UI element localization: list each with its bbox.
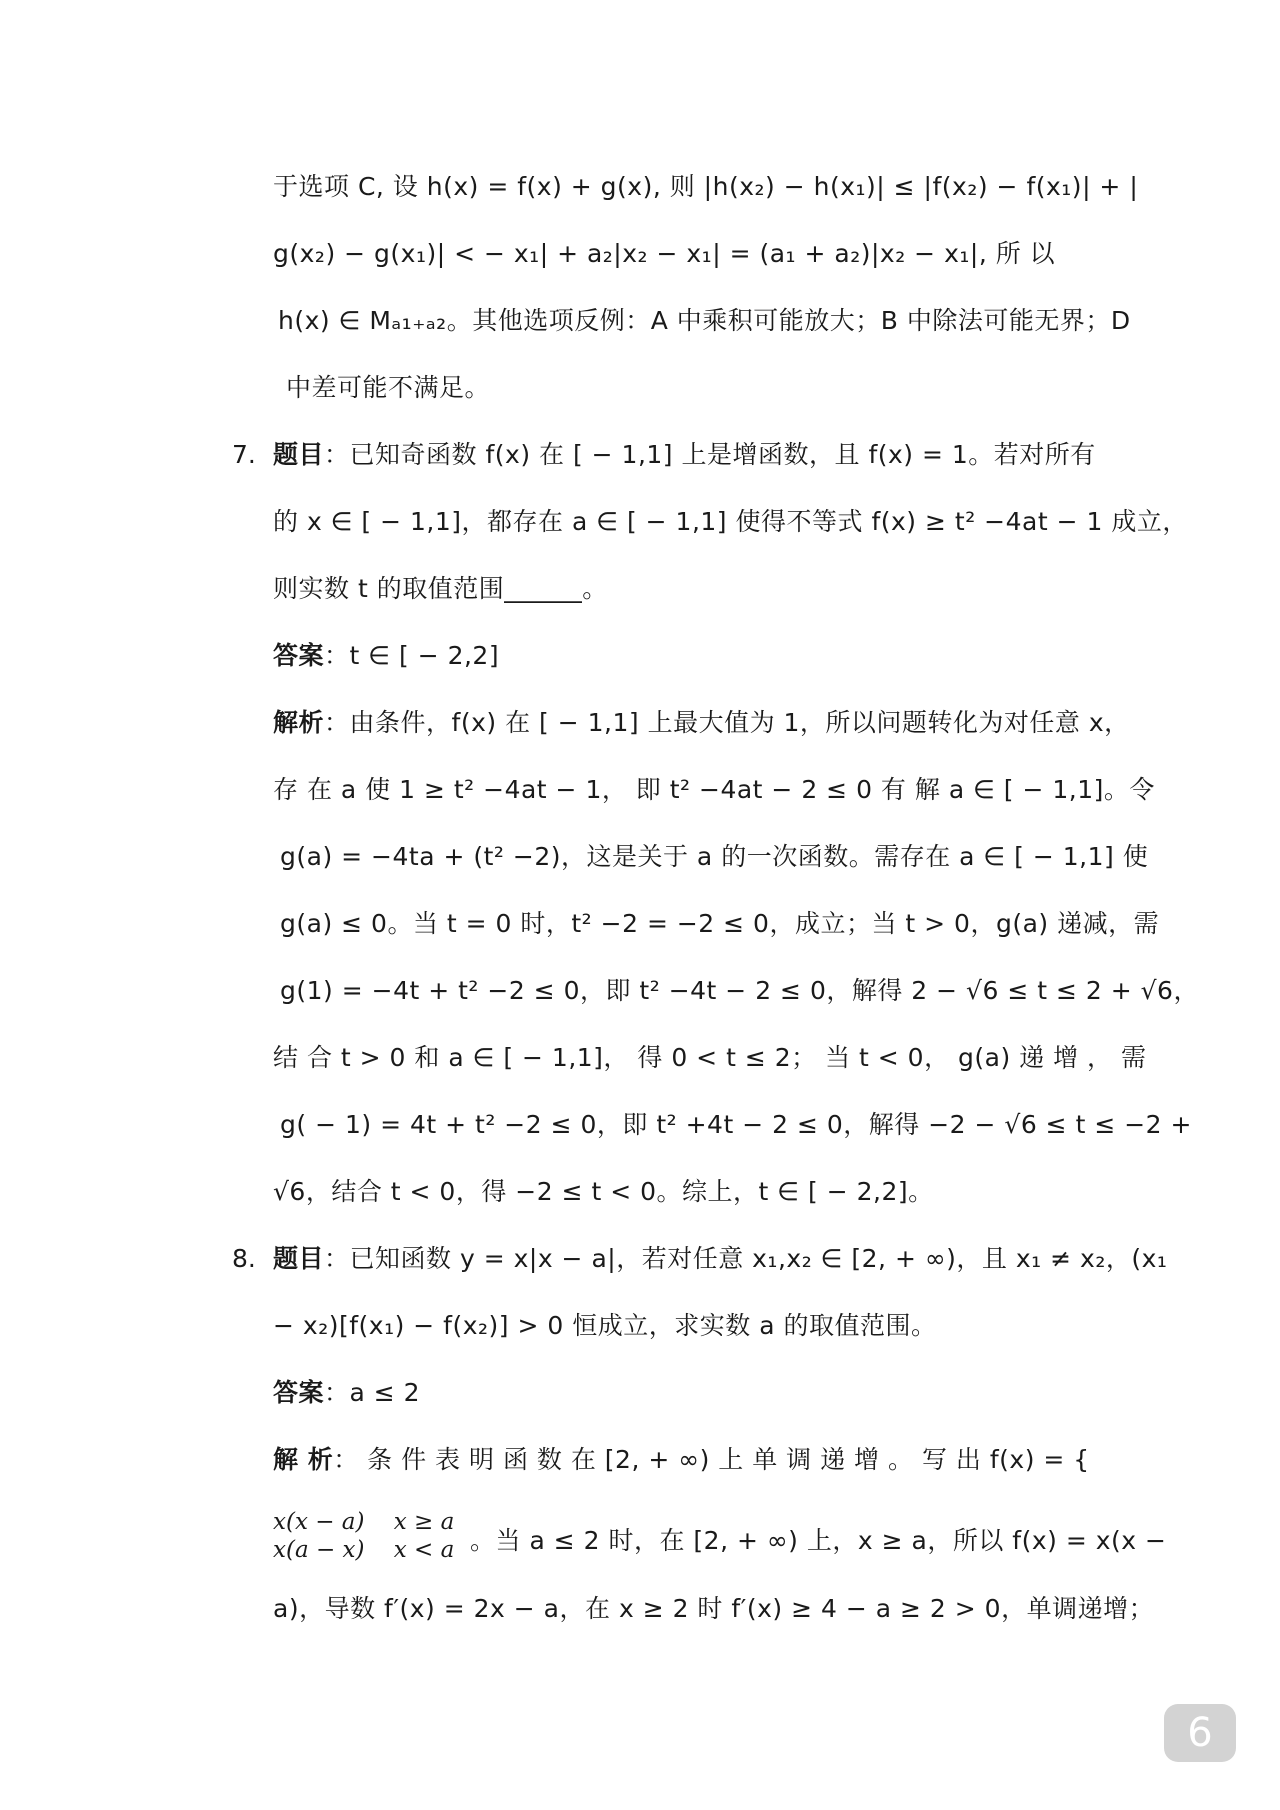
question-7-analysis [273,706,1130,740]
answer-label: 答案 [273,1378,325,1407]
text-line: 。当 a ≤ 2 时，在 [2, + ∞) 上，x ≥ a，所以 f(x) = x(x − [470,1526,1167,1555]
case-line: x(a − x) x < a [273,1537,455,1563]
question-8-answer [273,1376,1100,1410]
question-8-text: ：已知函数 y = x|x − a|，若对任意 x₁,x₂ ∈ [2, + ∞)，且 x₁ ≠ x₂，(x₁ [324,1244,1168,1273]
question-8-title [273,1242,1168,1276]
analysis-label: 解 析 [273,1445,334,1474]
text-line: − x₂)[f(x₁) − f(x₂)] > 0 恒成立，求实数 a 的取值范围。 [273,1311,937,1340]
text-line: 中差可能不满足。 [286,373,491,402]
analysis-label: 解析 [273,708,325,737]
answer-text: ：a ≤ 2 [324,1378,421,1407]
piecewise-cases [273,1508,454,1564]
case-line: x(x − a) x ≥ a [273,1509,455,1535]
answer-text: ：t ∈ [ − 2,2] [324,641,500,670]
question-7-text: ：已知奇函数 f(x) 在 [ − 1,1] 上是增函数，且 f(x) = 1。若对所有 [324,440,1096,469]
question-8-analysis [273,1443,1100,1477]
text-line: g(a) = −4ta + (t² −2)，这是关于 a 的一次函数。需存在 a ∈ [ − 1,1] 使 [280,842,1149,871]
text-line: 于选项 C, 设 h(x) = f(x) + g(x), 则 |h(x₂) − h(x₁)| ≤ |f(x₂) − f(x₁)| + | [273,172,1139,201]
title-label: 题目 [273,1244,325,1273]
question-8-number: 8. [232,1244,256,1273]
answer-label: 答案 [273,641,325,670]
text-line: g( − 1) = 4t + t² −2 ≤ 0，即 t² +4t − 2 ≤ 0，解得 −2 − √6 ≤ t ≤ −2 + [280,1110,1192,1139]
title-label: 题目 [273,440,325,469]
text-line: h(x) ∈ Mₐ₁₊ₐ₂。其他选项反例：A 中乘积可能放大；B 中除法可能无界；D [278,306,1131,335]
question-7-number: 7. [232,440,256,469]
text-line: g(x₂) − g(x₁)| < − x₁| + a₂|x₂ − x₁| = (a₁ + a₂)|x₂ − x₁|, 所 以 [273,239,1056,268]
text-line: g(a) ≤ 0。当 t = 0 时，t² −2 = −2 ≤ 0，成立；当 t > 0，g(a) 递减，需 [280,909,1160,938]
text-line: 结 合 t > 0 和 a ∈ [ − 1,1]， 得 0 < t ≤ 2； 当 t < 0， g(a) 递 增 ， 需 [273,1043,1147,1072]
text-line: a)，导数 f′(x) = 2x − a，在 x ≥ 2 时 f′(x) ≥ 4 − a ≥ 2 > 0，单调递增； [273,1594,1155,1623]
text-line: 存 在 a 使 1 ≥ t² −4at − 1， 即 t² −4at − 2 ≤ 0 有 解 a ∈ [ − 1,1]。令 [273,775,1155,804]
text-line: g(1) = −4t + t² −2 ≤ 0，即 t² −4t − 2 ≤ 0，解得 2 − √6 ≤ t ≤ 2 + √6， [280,976,1199,1005]
text-line: √6，结合 t < 0，得 −2 ≤ t < 0。综上，t ∈ [ − 2,2]。 [273,1177,934,1206]
analysis-text: ： 条 件 表 明 函 数 在 [2, + ∞) 上 单 调 递 增 。 写 出 f(x) = { [333,1445,1090,1474]
text-line: 则实数 t 的取值范围______。 [273,574,608,603]
question-7-answer [273,639,1100,673]
question-7-title [273,438,1100,472]
analysis-text: ：由条件，f(x) 在 [ − 1,1] 上最大值为 1，所以问题转化为对任意 x， [324,708,1130,737]
text-line: 的 x ∈ [ − 1,1]，都存在 a ∈ [ − 1,1] 使得不等式 f(x) ≥ t² −4at − 1 成立， [273,507,1188,536]
page-number-badge: 6 [1164,1704,1236,1762]
